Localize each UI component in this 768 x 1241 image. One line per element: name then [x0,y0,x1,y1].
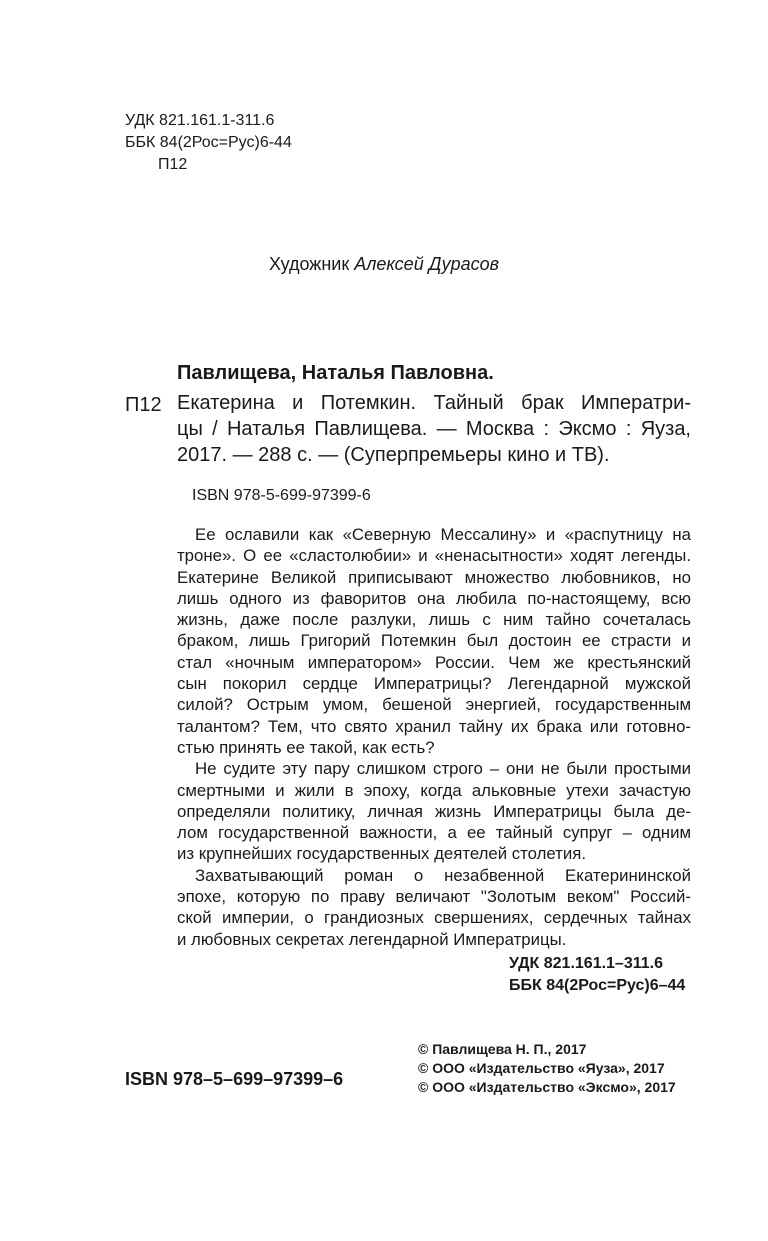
annotation-line: стью принять ее такой, как есть? [177,737,435,757]
annotation-line: троне». О ее «сластолюбии» и «ненасытности» ходят легенды. [177,546,691,566]
catalog-line: 2017. — 288 с. — (Суперпремьеры кино и ТВ). [177,444,610,466]
annotation-line: и любовных секретах легендарной Императрицы. [177,929,567,949]
artist-credit [0,254,768,275]
artist-prefix: Художник [268,254,355,274]
classification-udk: УДК 821.161.1–311.6 [509,955,663,972]
catalog-description [177,390,691,468]
annotation-line: силой? Острым умом, бешеной энергией, государственным [177,695,691,715]
catalog-author: Павлищева, Наталья Павловна. [177,362,494,384]
copyright-line: © ООО «Издательство «Эксмо», 2017 [418,1079,676,1095]
copyright-line: © Павлищева Н. П., 2017 [418,1041,587,1057]
annotation-line: лом государственной важности, а ее тайный супруг – одним [177,823,691,843]
annotation [177,524,691,950]
annotation-line: стал «ночным императором» России. Чем же крестьянский [177,652,691,672]
header-bbk: ББК 84(2Рос=Рус)6-44 [125,134,292,151]
catalog-line: цы / Наталья Павлищева. — Москва : Эксмо : Яуза, [177,418,691,440]
annotation-line: браком, лишь Григорий Потемкин был достоин ее страсти и [177,631,691,651]
annotation-line: Не судите эту пару слишком строго – они не были простыми [195,759,691,779]
annotation-line: эпохе, которую по праву величают "Золотым веком" Россий- [177,887,691,907]
annotation-line: из крупнейших государственных деятелей столетия. [177,844,586,864]
annotation-line: Захватывающий роман о незабвенной Екатерининской [195,865,691,885]
classification-bbk: ББК 84(2Рос=Рус)6–44 [509,977,686,994]
annotation-line: Екатерине Великой приписывают множество любовников, но [177,567,691,587]
annotation-line: лишь одного из фаворитов она любила по-настоящему, всю [177,588,691,608]
annotation-line: ской империи, о грандиозных свершениях, сердечных тайнах [177,908,691,928]
header-udk: УДК 821.161.1-311.6 [125,112,275,129]
catalog-cipher: П12 [125,394,162,416]
catalog-line: Екатерина и Потемкин. Тайный брак Императри- [177,392,691,414]
artist-name: Алексей Дурасов [354,254,500,274]
annotation-line: определяли политику, личная жизнь Императрицы была де- [177,801,691,821]
annotation-line: смертными и жили в эпоху, когда альковные утехи зачастую [177,780,691,800]
copyright-line: © ООО «Издательство «Яуза», 2017 [418,1060,665,1076]
header-cipher: П12 [158,156,188,173]
annotation-line: талантом? Тем, что свято хранил тайну их брака или готовно- [177,716,691,736]
catalog-isbn: ISBN 978-5-699-97399-6 [192,487,371,504]
isbn-main: ISBN 978–5–699–97399–6 [125,1069,344,1089]
annotation-line: сын покорил сердце Императрицы? Легендарной мужской [177,674,691,694]
annotation-line: Ее ославили как «Северную Мессалину» и «распутницу на [195,525,691,544]
annotation-line: жизнь, даже после разлуки, лишь с ним тайно сочеталась [177,610,691,630]
